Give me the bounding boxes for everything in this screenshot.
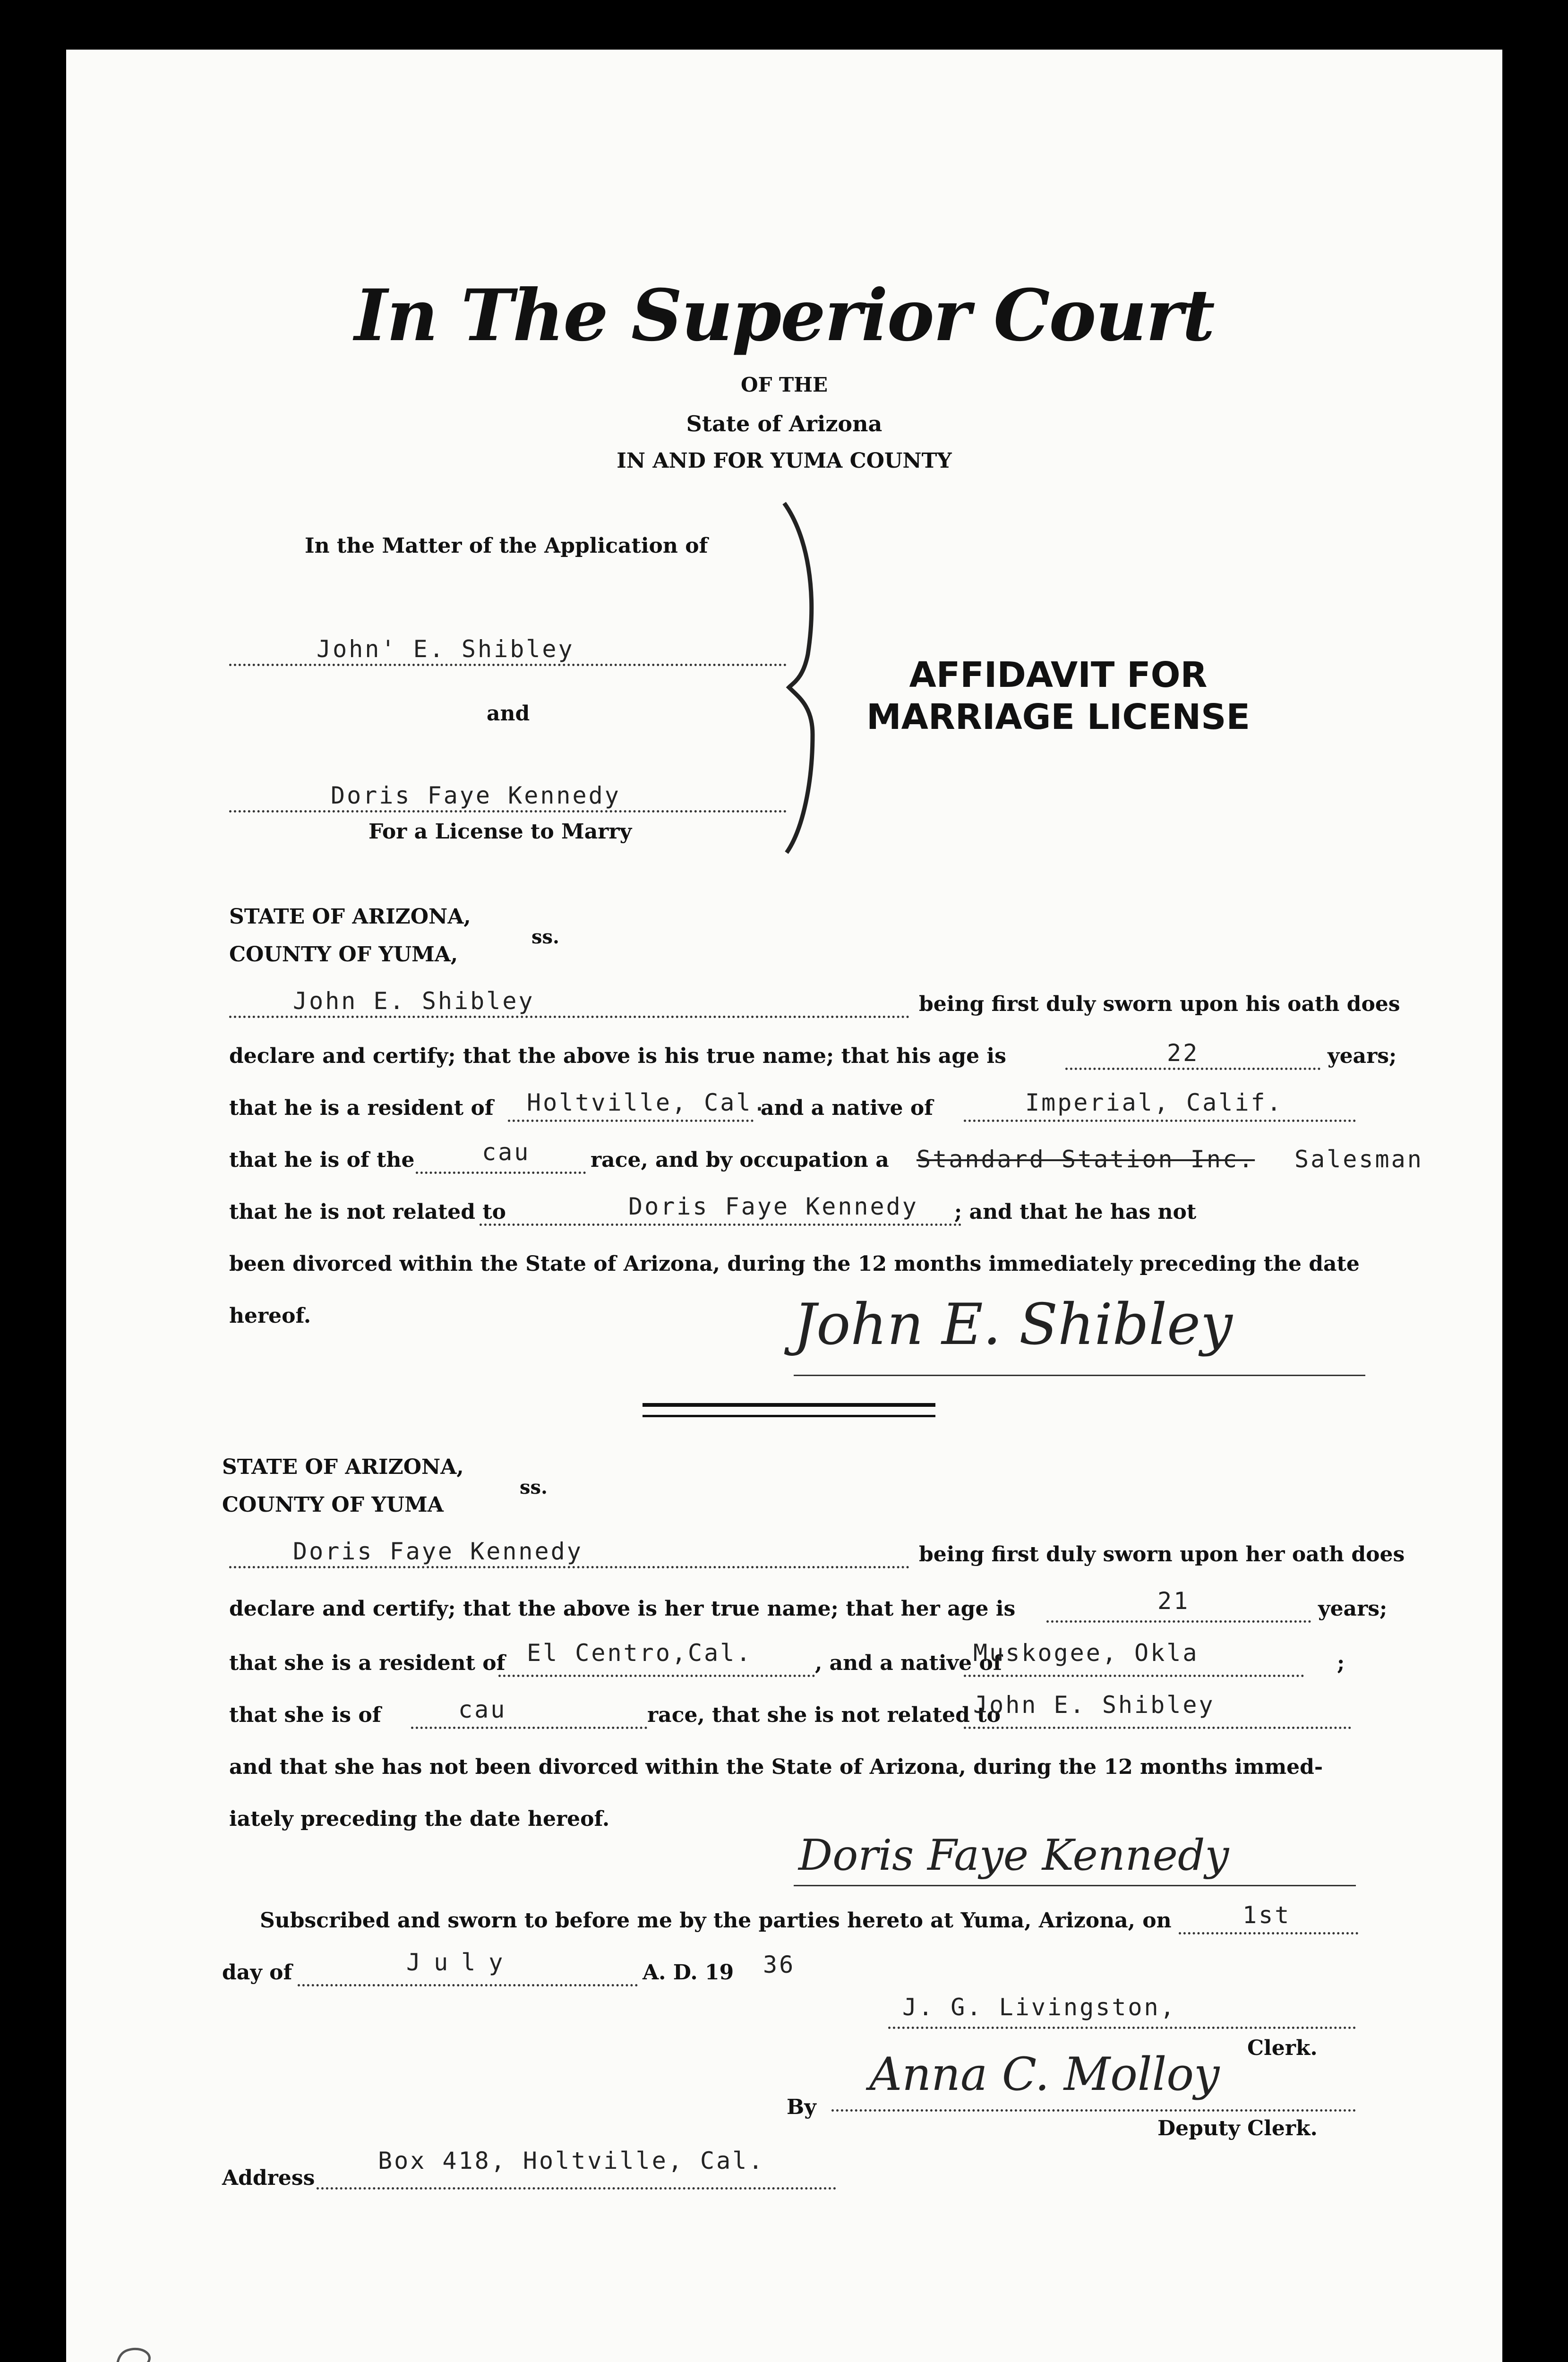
applicant-2-name: Doris Faye Kennedy — [331, 782, 621, 809]
groom-native-line — [964, 1120, 1356, 1122]
bride-native-text: , and a native of — [815, 1651, 1002, 1675]
bride-signature-line — [794, 1885, 1356, 1886]
day-of-label: day of — [222, 1960, 292, 1985]
ad-label: A. D. 19 — [643, 1960, 734, 1985]
jurat-year: 36 — [763, 1951, 796, 1978]
separator-rule-1 — [643, 1403, 935, 1407]
groom-race: cau — [482, 1138, 531, 1166]
by-label: By — [787, 2095, 816, 2119]
jurat-month-line — [298, 1984, 638, 1986]
document-title-line-2: MARRIAGE LICENSE — [866, 696, 1251, 737]
groom-signature-line — [794, 1375, 1365, 1376]
groom-certify-text: declare and certify; that the above is his true name; that his age is — [229, 1044, 1006, 1068]
groom-hereof: hereof. — [229, 1304, 311, 1328]
document-title — [831, 654, 1285, 738]
groom-occupation-struck: Standard Station Inc. — [917, 1146, 1255, 1173]
address-value: Box 418, Holtville, Cal. — [378, 2147, 765, 2174]
subscribed-text: Subscribed and sworn to before me by the parties hereto at Yuma, Arizona, on — [260, 1908, 1172, 1933]
state-label: State of Arizona — [686, 411, 883, 436]
groom-ss-label: ss. — [531, 926, 559, 948]
bride-name: Doris Faye Kennedy — [293, 1538, 583, 1565]
of-the-label: OF THE — [741, 373, 828, 396]
bride-native-line — [964, 1675, 1304, 1677]
bride-divorce-text: and that she has not been divorced within the State of Arizona, during the 12 months immed- — [229, 1755, 1323, 1779]
bride-resident-text: that she is a resident of — [229, 1651, 506, 1675]
applicant-1-name: John' E. Shibley — [317, 635, 574, 663]
groom-age: 22 — [1167, 1039, 1200, 1067]
groom-age-line — [1065, 1068, 1320, 1070]
groom-race-line — [416, 1172, 586, 1174]
bride-divorce-text-2: iately preceding the date hereof. — [229, 1807, 610, 1831]
bride-race-text: that she is of — [229, 1703, 381, 1727]
bride-not-related-to: John E. Shibley — [973, 1691, 1215, 1719]
court-title: In The Superior Court — [354, 274, 1214, 357]
clerk-name: J. G. Livingston, — [902, 1994, 1176, 2021]
and-label: and — [487, 702, 530, 726]
bride-sworn-text: being first duly sworn upon her oath does — [919, 1542, 1405, 1566]
clerk-label: Clerk. — [1247, 2036, 1318, 2060]
bride-certify-text: declare and certify; that the above is her true name; that her age is — [229, 1597, 1016, 1621]
bride-race-line — [411, 1727, 647, 1729]
document-title-line-1: AFFIDAVIT FOR — [909, 655, 1208, 695]
bride-semicolon: ; — [1337, 1651, 1345, 1675]
groom-not-related-to: Doris Faye Kennedy — [628, 1193, 918, 1220]
groom-not-divorced-text: ; and that he has not — [954, 1200, 1197, 1224]
groom-native-text: and a native of — [761, 1096, 934, 1120]
groom-residence: Holtville, Cal. — [527, 1089, 769, 1116]
groom-native-of: Imperial, Calif. — [1025, 1089, 1283, 1116]
groom-race-text: that he is of the — [229, 1148, 415, 1172]
county-line: IN AND FOR YUMA COUNTY — [617, 449, 952, 473]
groom-not-related-text: that he is not related to — [229, 1200, 506, 1224]
groom-years-label: years; — [1328, 1044, 1397, 1068]
pencil-mark-icon — [94, 2341, 170, 2362]
groom-county-label: COUNTY OF YUMA, — [229, 942, 458, 967]
affidavit-document — [66, 50, 1502, 2362]
groom-state-label: STATE OF ARIZONA, — [229, 905, 471, 929]
jurat-month: July — [406, 1949, 516, 1976]
address-label: Address — [222, 2166, 315, 2190]
groom-resident-text: that he is a resident of — [229, 1096, 494, 1120]
bride-signature: Doris Faye Kennedy — [798, 1831, 1229, 1880]
jurat-day-line — [1179, 1932, 1358, 1934]
bride-state-label: STATE OF ARIZONA, — [222, 1455, 464, 1479]
groom-divorce-text: been divorced within the State of Arizona, during the 12 months immediately preceding the date — [229, 1252, 1360, 1276]
matter-of-label: In the Matter of the Application of — [305, 534, 708, 558]
groom-occupation: Salesman — [1294, 1146, 1423, 1173]
caption-brace — [775, 498, 831, 857]
deputy-signature: Anna C. Molloy — [869, 2048, 1220, 2101]
deputy-clerk-label: Deputy Clerk. — [1157, 2116, 1318, 2140]
deputy-line — [831, 2109, 1356, 2112]
groom-name: John E. Shibley — [293, 987, 535, 1015]
applicant-1-line — [229, 664, 787, 666]
bride-county-label: COUNTY OF YUMA — [222, 1493, 444, 1517]
bride-ss-label: ss. — [520, 1476, 548, 1498]
groom-name-line — [229, 1016, 909, 1018]
for-license-label: For a License to Marry — [368, 820, 632, 844]
jurat-day: 1st — [1242, 1901, 1291, 1929]
groom-not-related-line — [480, 1224, 961, 1226]
separator-rule-2 — [643, 1415, 935, 1417]
groom-residence-line — [508, 1120, 754, 1122]
bride-native-of: Muskogee, Okla — [973, 1639, 1199, 1667]
bride-name-line — [229, 1566, 909, 1568]
bride-years-label: years; — [1318, 1597, 1388, 1621]
groom-sworn-text: being first duly sworn upon his oath does — [919, 992, 1400, 1016]
bride-residence-line — [498, 1675, 815, 1677]
applicant-2-line — [229, 810, 787, 813]
bride-age: 21 — [1157, 1587, 1190, 1615]
groom-signature: John E. Shibley — [794, 1292, 1233, 1358]
groom-race-occ-text: race, and by occupation a — [591, 1148, 889, 1172]
bride-residence: El Centro,Cal. — [527, 1639, 753, 1667]
clerk-line — [888, 2027, 1356, 2029]
bride-race: cau — [458, 1696, 507, 1723]
bride-race-rel-text: race, that she is not related to — [647, 1703, 1001, 1727]
address-line — [317, 2187, 836, 2190]
bride-age-line — [1046, 1620, 1311, 1623]
bride-not-related-line — [964, 1727, 1351, 1729]
